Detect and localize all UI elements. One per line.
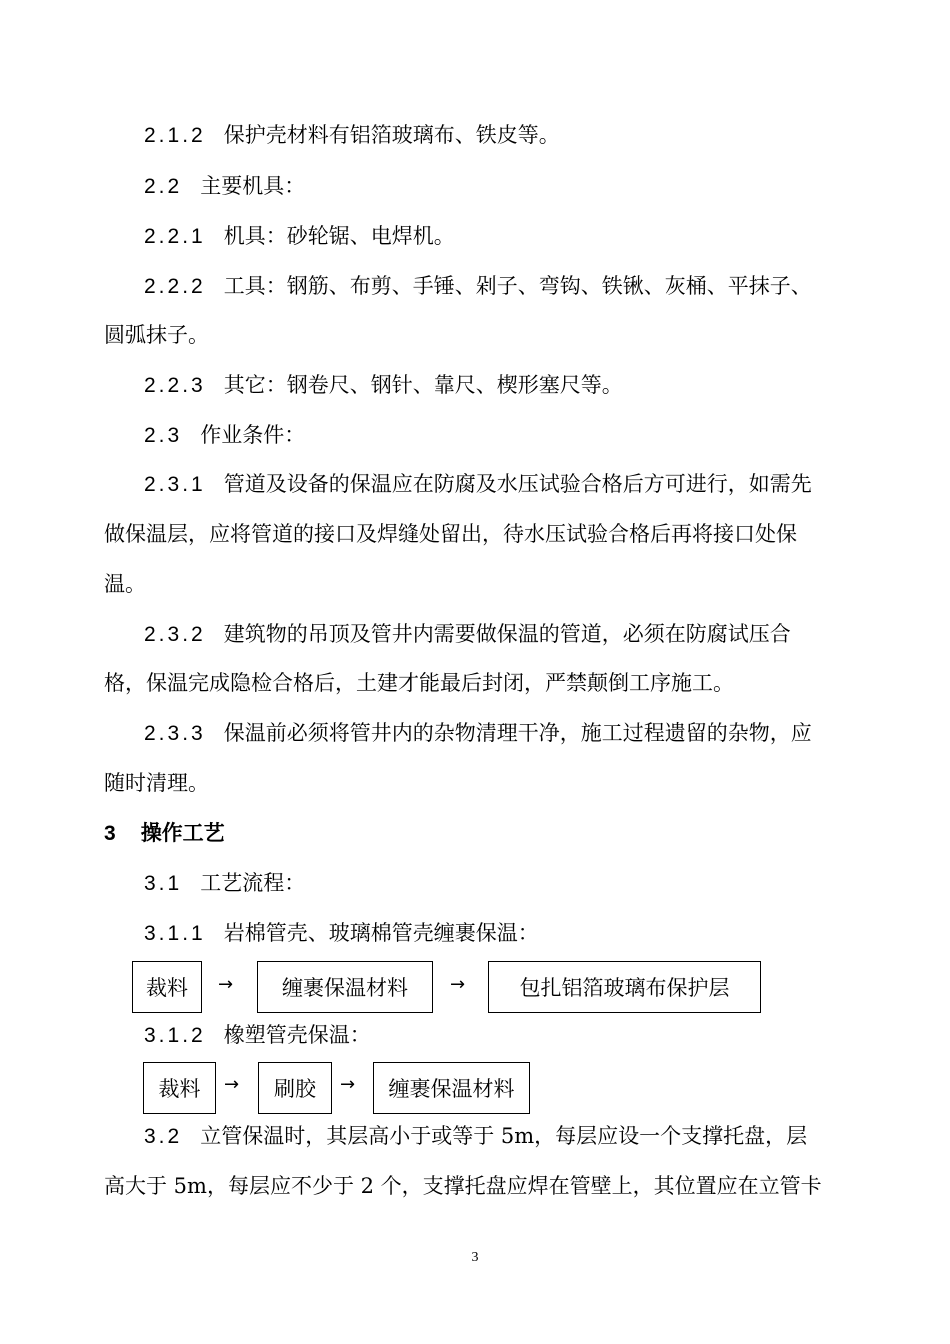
heading-2-3: 2.3 作业条件： xyxy=(144,423,306,447)
heading-3-1: 3.1 工艺流程： xyxy=(144,871,306,895)
section-3-heading: 3 操作工艺 xyxy=(104,821,225,845)
heading-2-2: 2.2 主要机具： xyxy=(144,174,306,198)
para-2-3-3-cont: 随时清理。 xyxy=(104,771,209,795)
para-2-3-1-cont1: 做保温层，应将管道的接口及焊缝处留出，待水压试验合格后再将接口处保 xyxy=(104,522,797,546)
para-2-3-1: 2.3.1 管道及设备的保温应在防腐及水压试验合格后方可进行，如需先 xyxy=(144,472,812,496)
flow1-box-wrap: 缠裹保温材料 xyxy=(257,961,433,1013)
para-2-2-2-cont: 圆弧抹子。 xyxy=(104,323,209,347)
heading-3-1-1: 3.1.1 岩棉管壳、玻璃棉管壳缠裹保温： xyxy=(144,921,539,945)
flow1-box-protect: 包扎铝箔玻璃布保护层 xyxy=(488,961,761,1013)
para-2-1-2: 2.1.2 保护壳材料有铝箔玻璃布、铁皮等。 xyxy=(144,123,560,147)
flow1-arrow-1: → xyxy=(218,974,234,995)
para-2-2-1: 2.2.1 机具：砂轮锯、电焊机。 xyxy=(144,224,455,248)
flow2-box-wrap: 缠裹保温材料 xyxy=(373,1062,530,1114)
para-2-3-2-cont: 格，保温完成隐检合格后，土建才能最后封闭，严禁颠倒工序施工。 xyxy=(104,671,734,695)
para-2-3-2: 2.3.2 建筑物的吊顶及管井内需要做保温的管道，必须在防腐试压合 xyxy=(144,622,791,646)
para-2-2-2: 2.2.2 工具：钢筋、布剪、手锤、剁子、弯钩、铁锹、灰桶、平抹子、 xyxy=(144,274,812,298)
para-2-2-3: 2.2.3 其它：钢卷尺、钢针、靠尺、楔形塞尺等。 xyxy=(144,373,623,397)
flow2-arrow-1: → xyxy=(224,1074,240,1095)
heading-3-1-2: 3.1.2 橡塑管壳保温： xyxy=(144,1023,371,1047)
para-2-3-1-cont2: 温。 xyxy=(104,572,146,596)
flow1-arrow-2: → xyxy=(450,974,466,995)
flow2-box-cutting: 裁料 xyxy=(143,1062,216,1114)
flow1-box-cutting: 裁料 xyxy=(132,961,202,1013)
para-3-2-cont: 高大于 5m，每层应不少于 2 个，支撑托盘应焊在管壁上，其位置应在立管卡 xyxy=(104,1174,822,1198)
para-3-2: 3.2 立管保温时，其层高小于或等于 5m，每层应设一个支撑托盘，层 xyxy=(144,1124,808,1148)
page-number: 3 xyxy=(471,1250,479,1265)
flow2-box-glue: 刷胶 xyxy=(258,1062,332,1114)
para-2-3-3: 2.3.3 保温前必须将管井内的杂物清理干净，施工过程遗留的杂物，应 xyxy=(144,721,812,745)
flow2-arrow-2: → xyxy=(340,1074,356,1095)
